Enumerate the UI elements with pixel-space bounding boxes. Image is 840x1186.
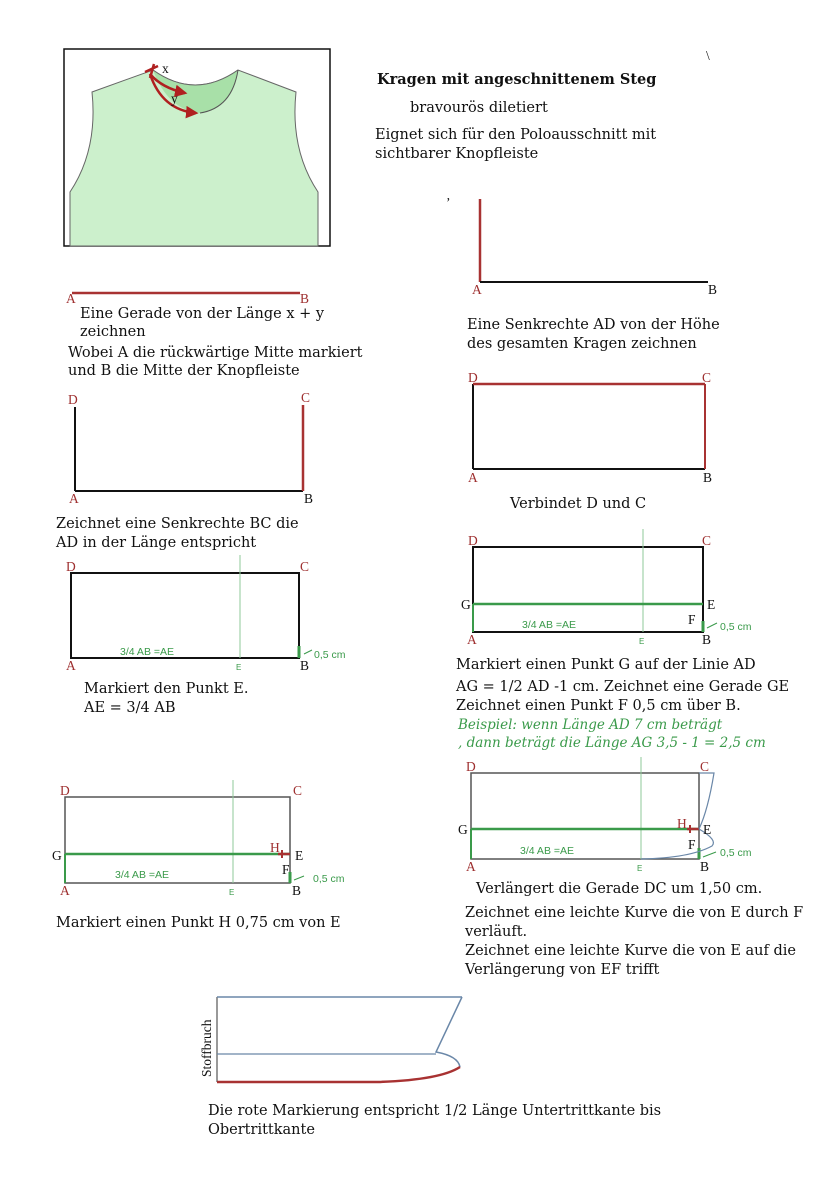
- point-e: E: [229, 888, 235, 897]
- point-a: A: [69, 491, 79, 506]
- step3-line-1: Zeichnet eine Senkrechte BC die: [56, 516, 299, 532]
- diagram-step2: [472, 199, 717, 297]
- point-b: B: [703, 470, 713, 485]
- point-b: B: [300, 658, 310, 673]
- label-05cm: 0,5 cm: [720, 847, 752, 859]
- collar-end: [436, 997, 462, 1067]
- page-title: Kragen mit angeschnittenem Steg: [377, 71, 657, 88]
- step1-line-1: Eine Gerade von der Länge x + y: [80, 306, 325, 322]
- label-ae: 3/4 AB =AE: [115, 869, 169, 881]
- point-g: G: [458, 822, 468, 837]
- diagram-final-collar: [199, 997, 462, 1082]
- step1-line-3: Wobei A die rückwärtige Mitte markiert: [68, 345, 363, 361]
- example-line-2: , dann beträgt die Länge AG 3,5 - 1 = 2,5 cm: [458, 735, 766, 751]
- point-b: B: [300, 291, 310, 306]
- point-f: F: [688, 837, 696, 852]
- stray-mark: \: [706, 48, 710, 63]
- fold-label: Stoffbruch: [199, 1019, 214, 1077]
- point-h: H: [677, 816, 687, 831]
- point-e: E: [236, 663, 242, 672]
- step8-line-5: Verlängerung von EF trifft: [465, 962, 660, 978]
- point-a: A: [66, 658, 76, 673]
- leader: [294, 876, 304, 880]
- label-ae: 3/4 AB =AE: [520, 845, 574, 857]
- step7-text: Markiert einen Punkt H 0,75 cm von E: [56, 915, 341, 931]
- collar-rect: [473, 547, 703, 632]
- red-marking: [217, 1067, 460, 1082]
- point-f: F: [688, 612, 696, 627]
- step9-line-2: Obertrittkante: [208, 1122, 315, 1138]
- collar-rect: [65, 797, 290, 883]
- point-c: C: [702, 533, 712, 548]
- label-ae: 3/4 AB =AE: [522, 619, 576, 631]
- point-c: C: [293, 783, 303, 798]
- point-a: A: [66, 291, 76, 306]
- point-e-label: E: [295, 848, 304, 863]
- diagram-step7: [52, 780, 345, 898]
- intro-line-1: Eignet sich für den Poloausschnitt mit: [375, 127, 657, 143]
- point-f: F: [282, 862, 290, 877]
- point-d: D: [466, 759, 476, 774]
- collar-rect: [471, 773, 699, 859]
- step1-line-4: und B die Mitte der Knopfleiste: [68, 363, 300, 379]
- label-05cm: 0,5 cm: [314, 649, 346, 661]
- step6-line-1: Markiert einen Punkt G auf der Linie AD: [456, 657, 756, 673]
- point-c: C: [300, 559, 310, 574]
- point-b: B: [708, 282, 718, 297]
- point-c: C: [301, 390, 311, 405]
- step6-line-3: Zeichnet einen Punkt F 0,5 cm über B.: [456, 698, 741, 714]
- point-g: G: [52, 848, 62, 863]
- point-d: D: [66, 559, 76, 574]
- curve-extension: [699, 773, 714, 829]
- point-a: A: [472, 282, 482, 297]
- step2-line-2: des gesamten Kragen zeichnen: [467, 336, 697, 352]
- point-a: A: [467, 632, 477, 647]
- step8-line-4: Zeichnet eine leichte Kurve die von E auf die: [465, 943, 796, 959]
- step6-line-2: AG = 1/2 AD -1 cm. Zeichnet eine Gerade GE: [456, 679, 790, 695]
- diagram-step8: [458, 757, 752, 874]
- point-b: B: [292, 883, 302, 898]
- label-05cm: 0,5 cm: [720, 621, 752, 633]
- diagram-step6: [461, 529, 752, 647]
- point-b: B: [304, 491, 314, 506]
- step2-line-1: Eine Senkrechte AD von der Höhe: [467, 317, 720, 333]
- label-ae: 3/4 AB =AE: [120, 646, 174, 658]
- point-a: A: [60, 883, 70, 898]
- point-d: D: [60, 783, 70, 798]
- diagram-step5: [66, 555, 346, 673]
- point-h: H: [270, 840, 280, 855]
- step5-line-1: Markiert den Punkt E.: [84, 681, 249, 697]
- diagram-step4: [468, 370, 712, 485]
- point-e-label: E: [703, 822, 712, 837]
- diagram-step3: [68, 390, 313, 506]
- point-c: C: [702, 370, 712, 385]
- leader: [703, 852, 716, 857]
- point-d: D: [468, 370, 478, 385]
- label-y: y: [171, 91, 178, 106]
- point-c: C: [700, 759, 710, 774]
- collar-rect: [71, 573, 299, 658]
- point-e: E: [637, 864, 643, 873]
- step3-line-2: AD in der Länge entspricht: [56, 535, 257, 551]
- point-d: D: [468, 533, 478, 548]
- label-05cm: 0,5 cm: [313, 873, 345, 885]
- step9-line-1: Die rote Markierung entspricht 1/2 Länge Untertrittkante bis: [208, 1103, 662, 1119]
- point-b: B: [702, 632, 712, 647]
- intro-line-2: sichtbarer Knopfleiste: [375, 146, 539, 162]
- author-line: bravourös diletiert: [410, 100, 548, 116]
- step1-line-2: zeichnen: [80, 324, 146, 340]
- label-x: x: [162, 61, 169, 76]
- stray-mark: ’: [446, 195, 451, 210]
- diagram-step1: [66, 291, 309, 306]
- step8-line-3: verläuft.: [465, 924, 528, 940]
- step5-line-2: AE = 3/4 AB: [84, 700, 176, 716]
- example-line-1: Beispiel: wenn Länge AD 7 cm beträgt: [458, 717, 723, 733]
- point-a: A: [466, 859, 476, 874]
- point-a: A: [468, 470, 478, 485]
- shirt-illustration: [64, 49, 330, 246]
- point-e: E: [639, 637, 645, 646]
- point-g: G: [461, 597, 471, 612]
- leader: [707, 623, 717, 628]
- step4-text: Verbindet D und C: [510, 496, 647, 512]
- point-b: B: [700, 859, 710, 874]
- step8-line-1: Verlängert die Gerade DC um 1,50 cm.: [476, 881, 763, 897]
- step8-line-2: Zeichnet eine leichte Kurve die von E durch F: [465, 905, 804, 921]
- leader: [304, 650, 312, 654]
- point-d: D: [68, 392, 78, 407]
- point-e-label: E: [707, 597, 716, 612]
